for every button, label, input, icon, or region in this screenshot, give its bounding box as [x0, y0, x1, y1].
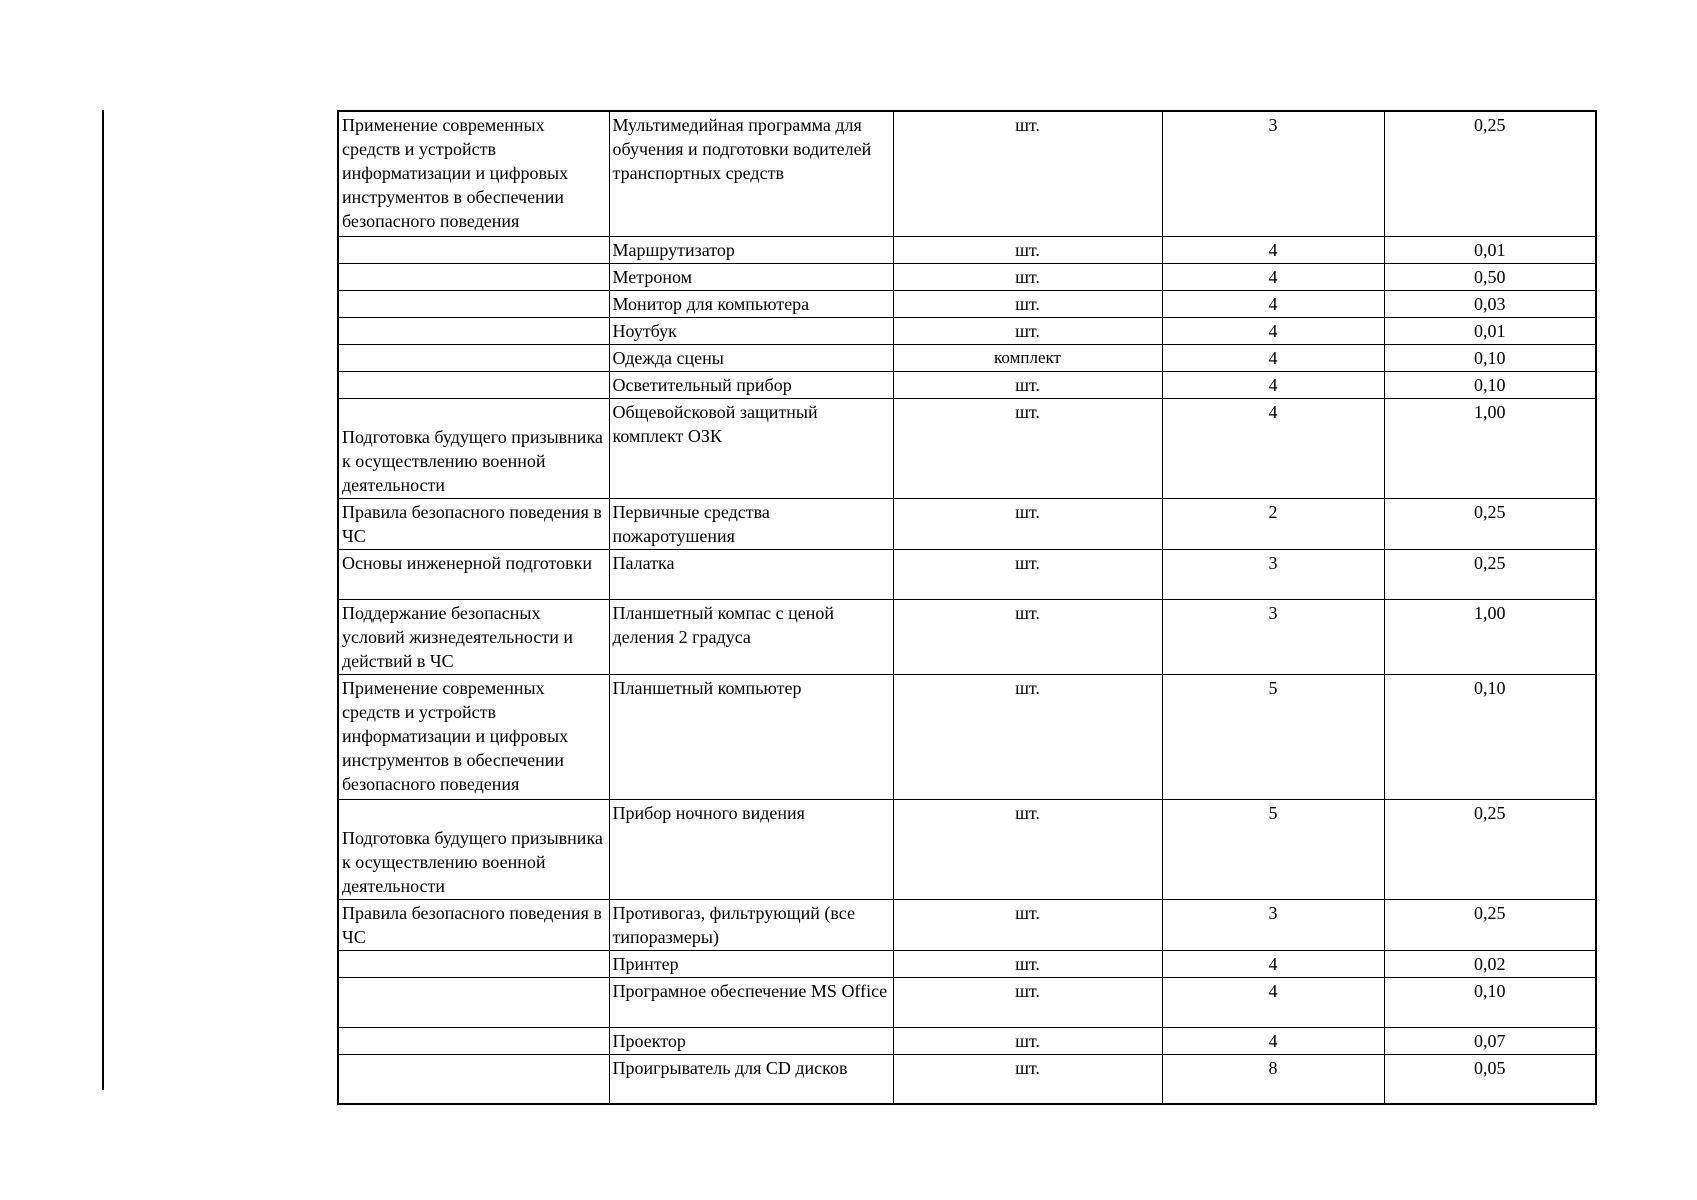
quantity-cell: 4: [1162, 398, 1384, 498]
topic-cell: [338, 950, 609, 977]
topic-cell: Правила безопасного поведения в ЧС: [338, 498, 609, 549]
item-name-cell: Проектор: [609, 1027, 893, 1054]
table-row: [338, 111, 1596, 236]
unit-cell: шт.: [893, 674, 1162, 799]
unit-cell: шт.: [893, 498, 1162, 549]
equipment-table: [337, 110, 1597, 1105]
table-row: [338, 899, 1596, 950]
item-name-cell: Осветительный прибор: [609, 371, 893, 398]
topic-cell: [338, 236, 609, 263]
coefficient-cell: 0,10: [1384, 977, 1596, 1027]
table-row: [338, 674, 1596, 799]
topic-cell: [338, 344, 609, 371]
item-name-cell: Планшетный компьютер: [609, 674, 893, 799]
topic-cell: [338, 317, 609, 344]
topic-cell: [338, 1027, 609, 1054]
quantity-cell: 4: [1162, 950, 1384, 977]
topic-cell: Применение современных средств и устройств информатизации и цифровых инструментов в обеспечении безопасного поведения: [338, 674, 609, 799]
coefficient-cell: 0,01: [1384, 236, 1596, 263]
topic-cell: Правила безопасного поведения в ЧС: [338, 899, 609, 950]
table-row: [338, 263, 1596, 290]
unit-cell: шт.: [893, 977, 1162, 1027]
item-name-cell: Палатка: [609, 549, 893, 599]
coefficient-cell: 0,25: [1384, 799, 1596, 899]
unit-cell: комплект: [893, 344, 1162, 371]
table-row: [338, 549, 1596, 599]
quantity-cell: 3: [1162, 899, 1384, 950]
quantity-cell: 3: [1162, 111, 1384, 236]
table-row: [338, 799, 1596, 899]
item-name-cell: Ноутбук: [609, 317, 893, 344]
coefficient-cell: 0,50: [1384, 263, 1596, 290]
quantity-cell: 3: [1162, 599, 1384, 674]
quantity-cell: 4: [1162, 236, 1384, 263]
unit-cell: шт.: [893, 1054, 1162, 1104]
coefficient-cell: 0,10: [1384, 344, 1596, 371]
quantity-cell: 4: [1162, 344, 1384, 371]
topic-cell: [338, 263, 609, 290]
unit-cell: шт.: [893, 111, 1162, 236]
table-row: [338, 977, 1596, 1027]
topic-cell: Поддержание безопасных условий жизнедеятельности и действий в ЧС: [338, 599, 609, 674]
item-name-cell: Противогаз, фильтрующий (все типоразмеры): [609, 899, 893, 950]
quantity-cell: 5: [1162, 799, 1384, 899]
coefficient-cell: 1,00: [1384, 398, 1596, 498]
quantity-cell: 4: [1162, 371, 1384, 398]
coefficient-cell: 0,01: [1384, 317, 1596, 344]
table-row: [338, 344, 1596, 371]
table-row: [338, 236, 1596, 263]
unit-cell: шт.: [893, 1027, 1162, 1054]
table-row: [338, 1054, 1596, 1104]
unit-cell: шт.: [893, 290, 1162, 317]
item-name-cell: Общевойсковой защитный комплект ОЗК: [609, 398, 893, 498]
coefficient-cell: 1,00: [1384, 599, 1596, 674]
item-name-cell: Принтер: [609, 950, 893, 977]
quantity-cell: 4: [1162, 977, 1384, 1027]
coefficient-cell: 0,10: [1384, 371, 1596, 398]
topic-cell: [338, 290, 609, 317]
item-name-cell: Маршрутизатор: [609, 236, 893, 263]
page-margin-line: [102, 110, 104, 1090]
quantity-cell: 4: [1162, 1027, 1384, 1054]
table-row: [338, 950, 1596, 977]
coefficient-cell: 0,07: [1384, 1027, 1596, 1054]
topic-cell: [338, 977, 609, 1027]
item-name-cell: Проигрыватель для CD дисков: [609, 1054, 893, 1104]
coefficient-cell: 0,10: [1384, 674, 1596, 799]
item-name-cell: Метроном: [609, 263, 893, 290]
table-row: [338, 1027, 1596, 1054]
item-name-cell: Одежда сцены: [609, 344, 893, 371]
topic-cell: [338, 371, 609, 398]
item-name-cell: Первичные средства пожаротушения: [609, 498, 893, 549]
unit-cell: шт.: [893, 263, 1162, 290]
quantity-cell: 4: [1162, 317, 1384, 344]
item-name-cell: Мультимедийная программа для обучения и подготовки водителей транспортных средств: [609, 111, 893, 236]
topic-cell: Подготовка будущего призывника к осуществлению военной деятельности: [338, 398, 609, 498]
table-row: [338, 290, 1596, 317]
quantity-cell: 4: [1162, 290, 1384, 317]
coefficient-cell: 0,03: [1384, 290, 1596, 317]
unit-cell: шт.: [893, 599, 1162, 674]
table-row: [338, 498, 1596, 549]
table-row: [338, 398, 1596, 498]
topic-cell: Применение современных средств и устройств информатизации и цифровых инструментов в обеспечении безопасного поведения: [338, 111, 609, 236]
topic-cell: Основы инженерной подготовки: [338, 549, 609, 599]
topic-cell: [338, 1054, 609, 1104]
unit-cell: шт.: [893, 799, 1162, 899]
unit-cell: шт.: [893, 398, 1162, 498]
unit-cell: шт.: [893, 371, 1162, 398]
coefficient-cell: 0,25: [1384, 498, 1596, 549]
table-row: [338, 317, 1596, 344]
unit-cell: шт.: [893, 899, 1162, 950]
coefficient-cell: 0,25: [1384, 111, 1596, 236]
coefficient-cell: 0,25: [1384, 899, 1596, 950]
item-name-cell: Програмное обеспечение MS Office: [609, 977, 893, 1027]
table-row: [338, 599, 1596, 674]
unit-cell: шт.: [893, 549, 1162, 599]
quantity-cell: 2: [1162, 498, 1384, 549]
table-row: [338, 371, 1596, 398]
coefficient-cell: 0,25: [1384, 549, 1596, 599]
item-name-cell: Планшетный компас с ценой деления 2 градуса: [609, 599, 893, 674]
item-name-cell: Прибор ночного видения: [609, 799, 893, 899]
unit-cell: шт.: [893, 950, 1162, 977]
unit-cell: шт.: [893, 236, 1162, 263]
item-name-cell: Монитор для компьютера: [609, 290, 893, 317]
quantity-cell: 4: [1162, 263, 1384, 290]
quantity-cell: 8: [1162, 1054, 1384, 1104]
coefficient-cell: 0,05: [1384, 1054, 1596, 1104]
unit-cell: шт.: [893, 317, 1162, 344]
coefficient-cell: 0,02: [1384, 950, 1596, 977]
quantity-cell: 3: [1162, 549, 1384, 599]
quantity-cell: 5: [1162, 674, 1384, 799]
topic-cell: Подготовка будущего призывника к осуществлению военной деятельности: [338, 799, 609, 899]
